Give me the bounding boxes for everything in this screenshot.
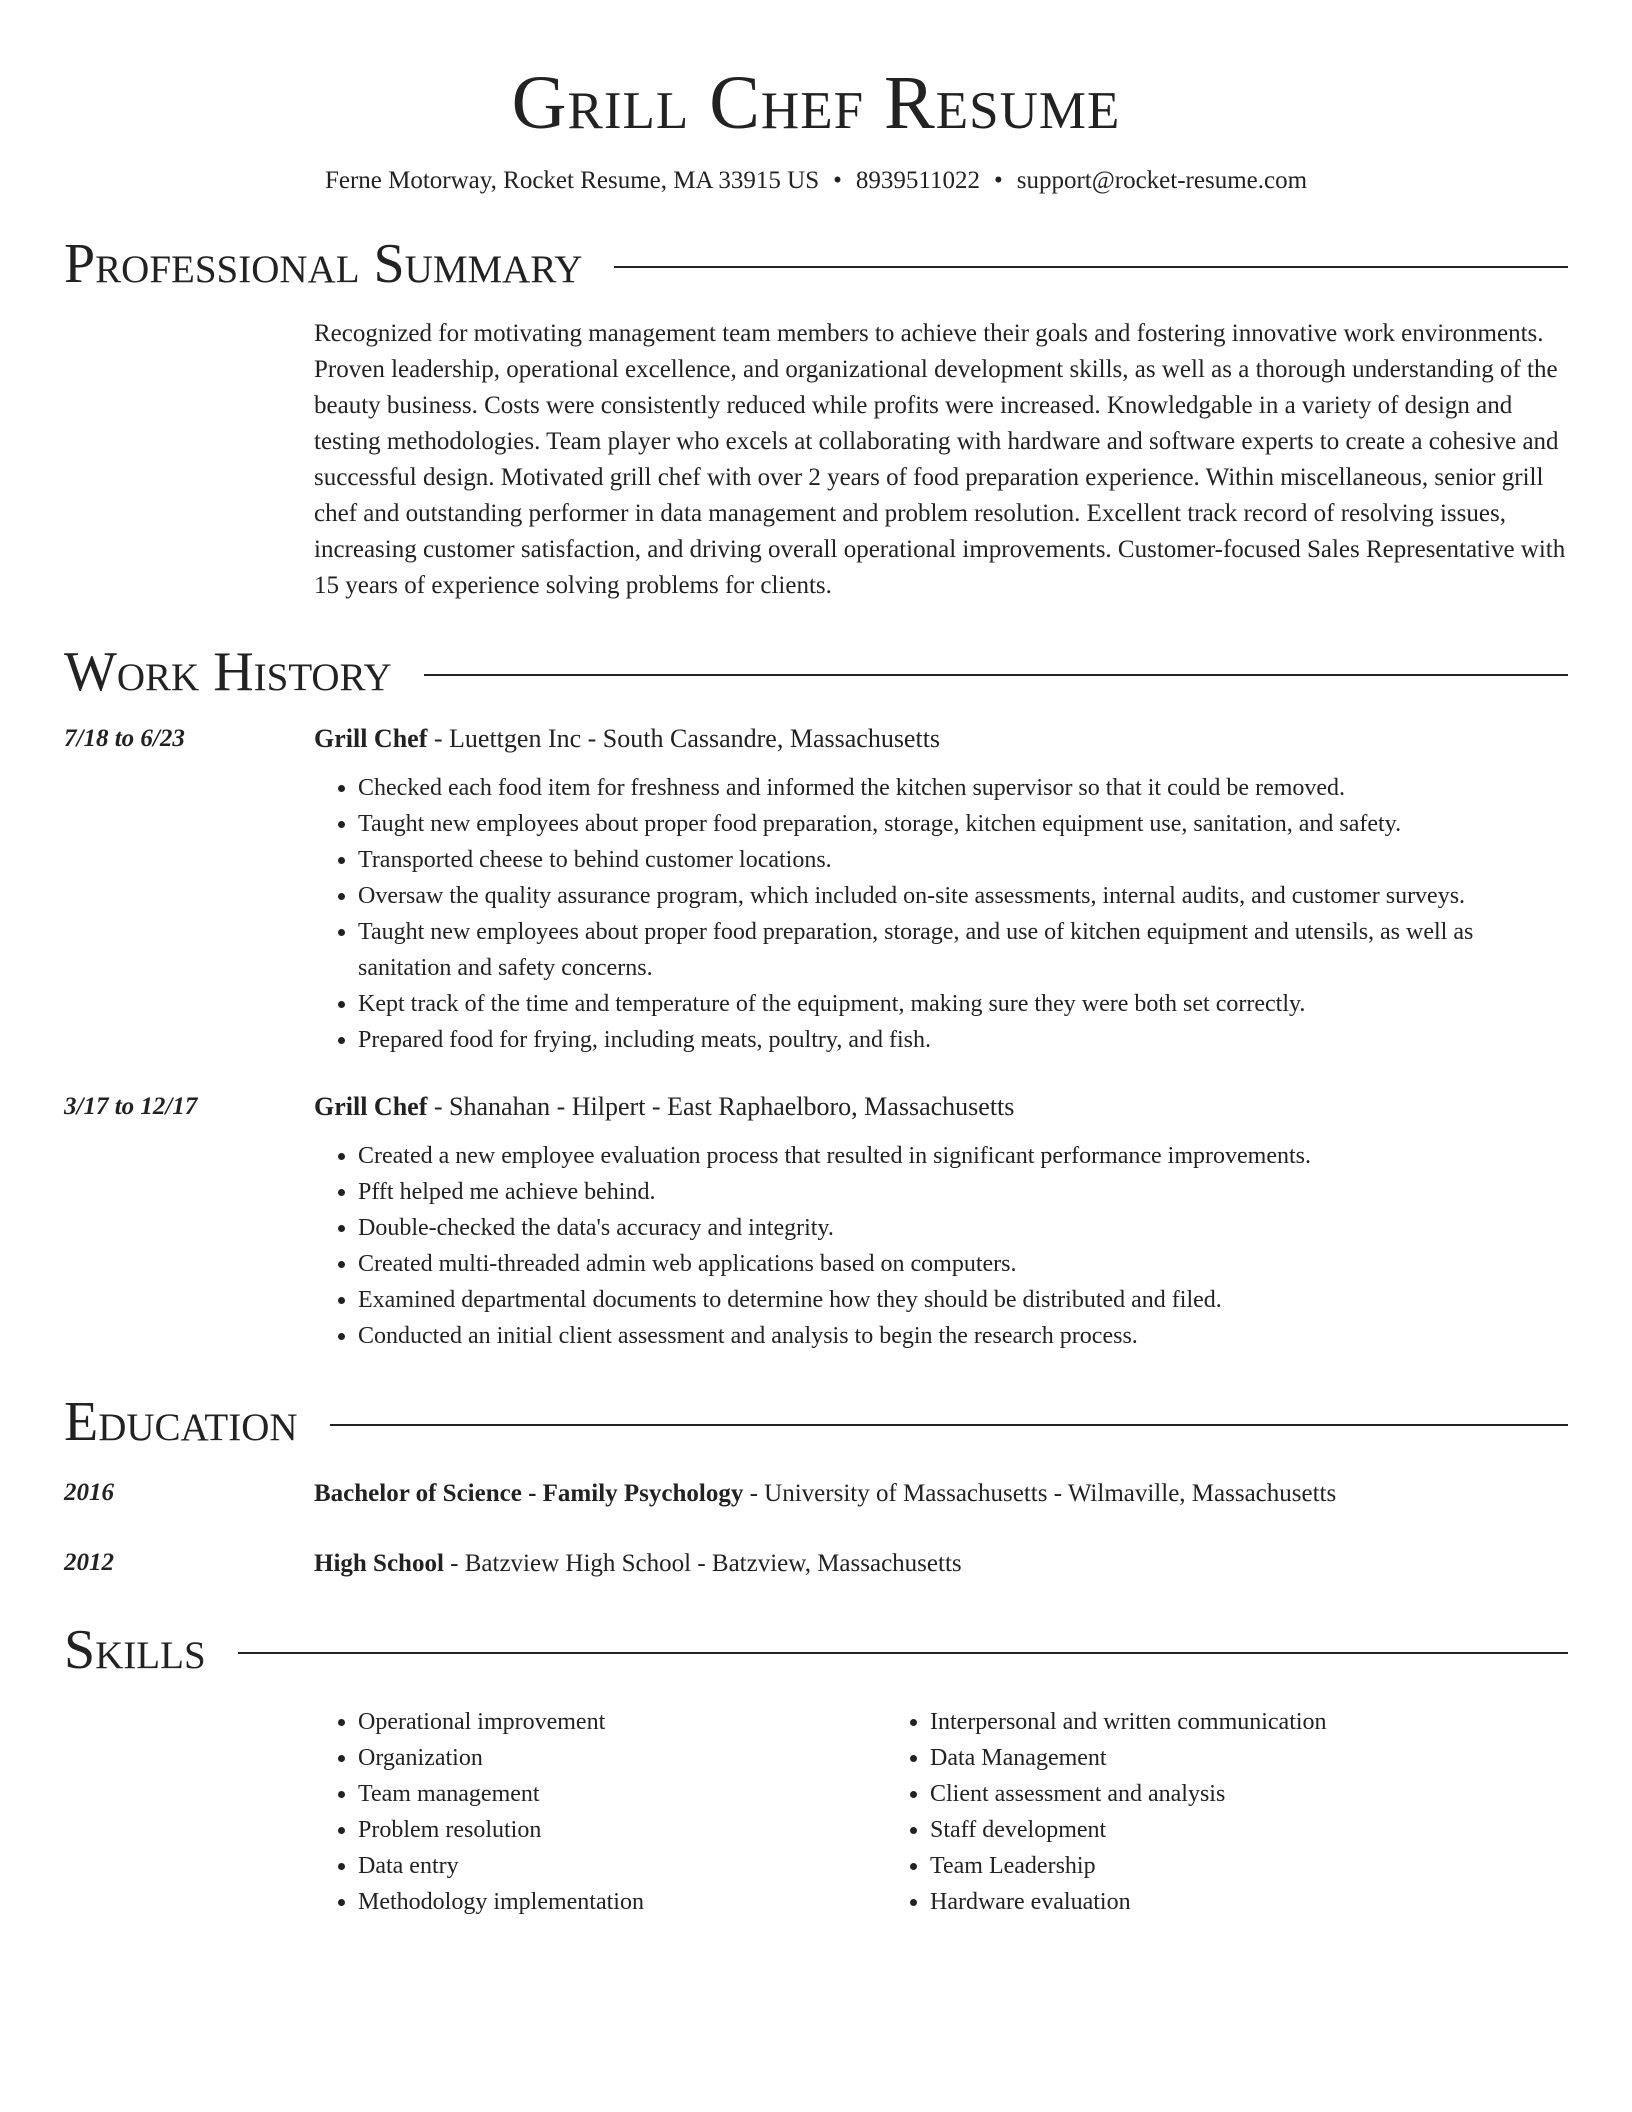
job-title: Grill Chef [314,1092,428,1121]
list-item: • Checked each food item for freshness and informed the kitchen supervisor so that it could be removed. [358,770,1568,806]
list-item: • Kept track of the time and temperature of the equipment, making sure they were both set correctly. [358,986,1568,1022]
job-duties-list [314,770,1568,1058]
work-heading: Work History [64,641,392,703]
list-item: • Conducted an initial client assessment and analysis to begin the research process. [358,1318,1568,1354]
skill-item: • Staff development [930,1812,1526,1848]
skill-item: • Interpersonal and written communication [930,1704,1526,1740]
summary-text: Recognized for motivating management team members to achieve their goals and fostering innovative work environments. Proven leadership, operational excellence, and organizational development skills, as well as a thorough understanding of the beauty business. Costs were consistently reduced while profits were increased. Knowledgable in a variety of design and testing methodologies. Team player who excels at collaborating with hardware and software experts to create a cohesive and successful design. Motivated grill chef with over 2 years of food preparation experience. Within miscellaneous, senior grill chef and outstanding performer in data management and problem resolution. Excellent track record of resolving issues, increasing customer satisfaction, and driving overall operational improvements. Customer-focused Sales Representative with 15 years of experience solving problems for clients. [314,320,1566,599]
job-duties-list [314,1138,1568,1354]
education-entry [64,1546,1568,1582]
summary-heading: Professional Summary [64,233,583,295]
list-item: • Oversaw the quality assurance program, which included on-site assessments, internal audits, and customer surveys. [358,878,1568,914]
skills-list-right [886,1704,1526,1920]
contact-email: support@rocket-resume.com [1016,167,1308,194]
summary-section-header [64,232,1568,296]
skill-item: • Client assessment and analysis [930,1776,1526,1812]
section-rule [424,674,1568,676]
education-heading: Education [64,1391,298,1453]
skill-item: • Team Leadership [930,1848,1526,1884]
list-item: • Prepared food for frying, including meats, poultry, and fish. [358,1022,1568,1058]
skills-section-header [64,1618,1568,1682]
education-entry [64,1476,1568,1512]
education-section-header [64,1390,1568,1454]
skills-heading: Skills [64,1619,206,1681]
job-entry [64,722,1568,1058]
skill-item: • Methodology implementation [358,1884,886,1920]
job-heading [314,722,1568,756]
skill-item: • Data Management [930,1740,1526,1776]
work-section-header [64,640,1568,704]
skills-columns [314,1704,1568,1920]
list-item: • Pfft helped me achieve behind. [358,1174,1568,1210]
list-item: • Transported cheese to behind customer locations. [358,842,1568,878]
list-item: • Created a new employee evaluation process that resulted in significant performance improvements. [358,1138,1568,1174]
summary-row [64,316,1568,604]
skill-item: • Operational improvement [358,1704,886,1740]
job-heading [314,1090,1568,1124]
skill-item: • Hardware evaluation [930,1884,1526,1920]
skills-row [64,1682,1568,1920]
section-rule [238,1652,1568,1654]
contact-phone: 8939511022 [855,167,980,194]
list-item: • Taught new employees about proper food preparation, storage, and use of kitchen equipment and utensils, as well as sanitation and safety concerns. [358,914,1568,986]
job-title: Grill Chef [314,724,428,753]
contact-separator: • [993,167,1003,194]
skills-list-left [314,1704,886,1920]
skill-item: • Data entry [358,1848,886,1884]
contact-separator: • [833,167,842,194]
education-degree: Bachelor of Science - Family Psychology [314,1480,744,1507]
skill-item: • Problem resolution [358,1812,886,1848]
job-entry [64,1090,1568,1354]
list-item: • Created multi-threaded admin web applications based on computers. [358,1246,1568,1282]
contact-line [64,166,1568,196]
job-details: - Shanahan - Hilpert - East Raphaelboro, Massachusetts [427,1092,1015,1121]
job-details: - Luettgen Inc - South Cassandre, Massachusetts [427,724,941,753]
list-item: • Double-checked the data's accuracy and integrity. [358,1210,1568,1246]
list-item: • Examined departmental documents to determine how they should be distributed and filed. [358,1282,1568,1318]
list-item: • Taught new employees about proper food preparation, storage, kitchen equipment use, sanitation, and safety. [358,806,1568,842]
education-details: - Batzview High School - Batzview, Massachusetts [443,1550,962,1577]
job-dates: 3/17 to 12/17 [64,1093,198,1120]
contact-address: Ferne Motorway, Rocket Resume, MA 33915 US [324,167,820,194]
education-details: - University of Massachusetts - Wilmaville, Massachusetts [743,1480,1337,1507]
skill-item: • Team management [358,1776,886,1812]
education-degree: High School [314,1550,444,1577]
education-year: 2012 [64,1549,114,1576]
resume-title: Grill Chef Resume [511,61,1121,145]
job-dates: 7/18 to 6/23 [64,725,185,752]
section-rule [330,1424,1568,1426]
skill-item: • Organization [358,1740,886,1776]
section-rule [614,266,1568,268]
resume-page [64,0,1568,1920]
education-year: 2016 [64,1479,114,1506]
